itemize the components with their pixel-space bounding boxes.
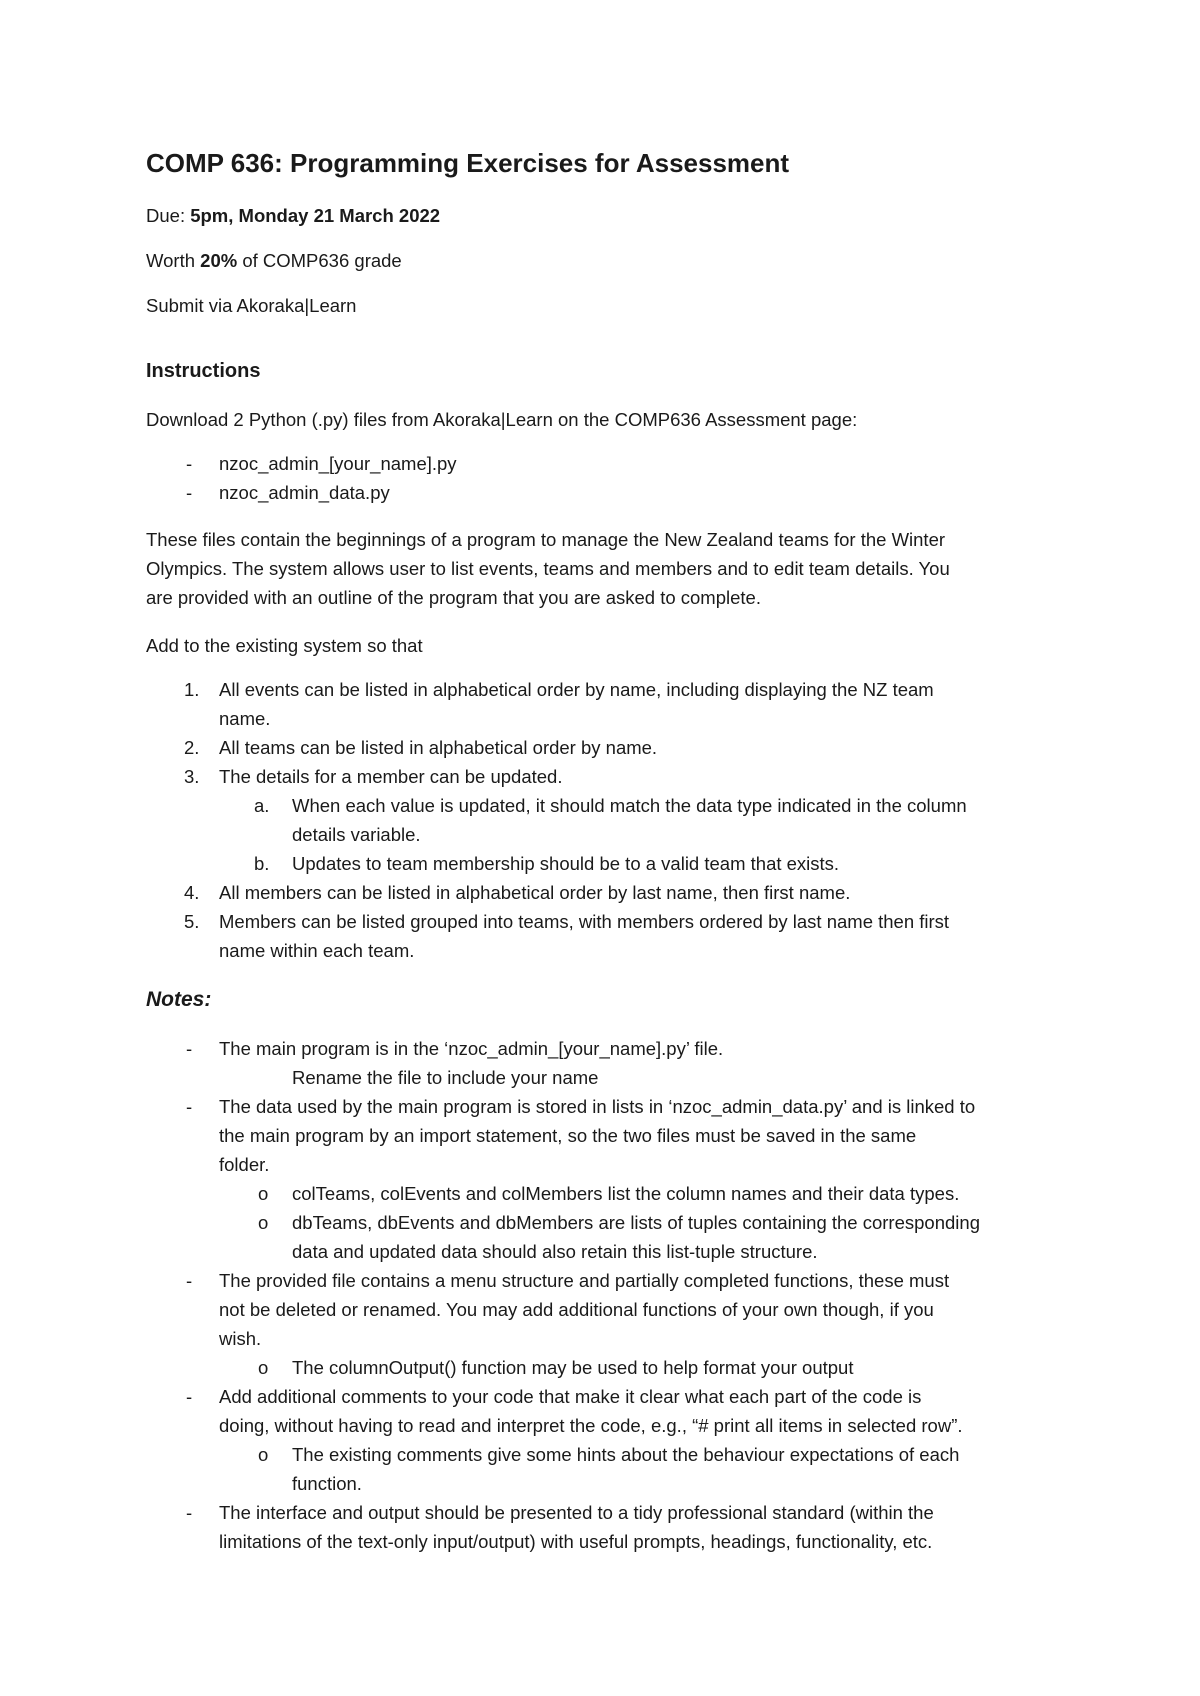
dash-marker: - bbox=[186, 1502, 193, 1523]
text-line: details variable. bbox=[292, 824, 421, 845]
note-subline bbox=[146, 1063, 1066, 1092]
note-bullet bbox=[146, 1440, 1066, 1498]
text-line: are provided with an outline of the program that you are asked to complete. bbox=[146, 587, 761, 608]
due-value: 5pm, Monday 21 March 2022 bbox=[190, 205, 441, 226]
list-item bbox=[146, 878, 1066, 907]
text-line: All teams can be listed in alphabetical order by name. bbox=[219, 737, 658, 758]
list-number: 3. bbox=[184, 766, 200, 787]
text-line: doing, without having to read and interpret the code, e.g., “# print all items in selected row”. bbox=[219, 1415, 963, 1436]
list-number: 2. bbox=[184, 737, 200, 758]
description-paragraph bbox=[146, 525, 1066, 612]
due-label: Due: bbox=[146, 205, 191, 226]
text-line: name. bbox=[219, 708, 271, 729]
page-title: COMP 636: Programming Exercises for Assessment bbox=[146, 148, 790, 178]
dash-marker: - bbox=[186, 1038, 193, 1059]
circle-bullet: o bbox=[258, 1444, 269, 1465]
note-item bbox=[146, 1266, 1066, 1353]
file-item bbox=[146, 478, 1066, 507]
text-line: data and updated data should also retain this list-tuple structure. bbox=[292, 1241, 818, 1262]
text-line: All events can be listed in alphabetical order by name, including displaying the NZ team bbox=[219, 679, 934, 700]
note-item bbox=[146, 1092, 1066, 1179]
text-line: The provided file contains a menu structure and partially completed functions, these must bbox=[219, 1270, 950, 1291]
note-bullet bbox=[146, 1179, 1066, 1208]
list-item bbox=[146, 762, 1066, 791]
text-line: dbTeams, dbEvents and dbMembers are lists of tuples containing the corresponding bbox=[292, 1212, 980, 1233]
add-intro: Add to the existing system so that bbox=[146, 635, 423, 656]
text-line: folder. bbox=[219, 1154, 270, 1175]
text-line: limitations of the text-only input/output) with useful prompts, headings, functionality, etc. bbox=[219, 1531, 933, 1552]
text-line: name within each team. bbox=[219, 940, 415, 961]
text-line: the main program by an import statement, so the two files must be saved in the same bbox=[219, 1125, 917, 1146]
text-line: These files contain the beginnings of a program to manage the New Zealand teams for the Winter bbox=[146, 529, 946, 550]
note-item bbox=[146, 1034, 1066, 1063]
list-number: 1. bbox=[184, 679, 200, 700]
dash-marker: - bbox=[186, 1096, 193, 1117]
notes-heading: Notes: bbox=[146, 988, 212, 1011]
file-item bbox=[146, 449, 1066, 478]
worth-prefix: Worth bbox=[146, 250, 201, 271]
file-name: nzoc_admin_[your_name].py bbox=[219, 453, 457, 474]
text-line: The details for a member can be updated. bbox=[219, 766, 563, 787]
dash-marker: - bbox=[186, 1270, 193, 1291]
circle-bullet: o bbox=[258, 1212, 269, 1233]
text-line: Rename the file to include your name bbox=[292, 1067, 599, 1088]
sub-list-item bbox=[146, 849, 1066, 878]
note-bullet bbox=[146, 1353, 1066, 1382]
list-letter: b. bbox=[254, 853, 270, 874]
list-item bbox=[146, 907, 1066, 965]
circle-bullet: o bbox=[258, 1357, 269, 1378]
text-line: When each value is updated, it should match the data type indicated in the column bbox=[292, 795, 967, 816]
circle-bullet: o bbox=[258, 1183, 269, 1204]
list-number: 5. bbox=[184, 911, 200, 932]
note-bullet bbox=[146, 1208, 1066, 1266]
text-line: function. bbox=[292, 1473, 362, 1494]
text-line: Updates to team membership should be to a valid team that exists. bbox=[292, 853, 840, 874]
text-line: not be deleted or renamed. You may add additional functions of your own though, if you bbox=[219, 1299, 934, 1320]
list-letter: a. bbox=[254, 795, 270, 816]
instructions-heading: Instructions bbox=[146, 360, 261, 382]
text-line: Olympics. The system allows user to list events, teams and members and to edit team details. You bbox=[146, 558, 950, 579]
dash-marker: - bbox=[186, 1386, 193, 1407]
list-item bbox=[146, 733, 1066, 762]
text-line: The existing comments give some hints about the behaviour expectations of each bbox=[292, 1444, 960, 1465]
text-line: The columnOutput() function may be used to help format your output bbox=[292, 1357, 854, 1378]
list-number: 4. bbox=[184, 882, 200, 903]
text-line: All members can be listed in alphabetical order by last name, then first name. bbox=[219, 882, 851, 903]
worth-value: 20% bbox=[200, 250, 238, 271]
note-item bbox=[146, 1382, 1066, 1440]
text-line: The main program is in the ‘nzoc_admin_[your_name].py’ file. bbox=[219, 1038, 724, 1059]
list-item bbox=[146, 675, 1066, 733]
sub-list-item bbox=[146, 791, 1066, 849]
download-intro: Download 2 Python (.py) files from Akoraka|Learn on the COMP636 Assessment page: bbox=[146, 409, 858, 430]
submit-line: Submit via Akoraka|Learn bbox=[146, 295, 357, 316]
dash-marker: - bbox=[186, 482, 193, 503]
worth-suffix: of COMP636 grade bbox=[237, 250, 402, 271]
text-line: The data used by the main program is stored in lists in ‘nzoc_admin_data.py’ and is linked to bbox=[219, 1096, 976, 1117]
file-name: nzoc_admin_data.py bbox=[219, 482, 390, 503]
note-item bbox=[146, 1498, 1066, 1556]
worth-line bbox=[146, 250, 402, 272]
text-line: The interface and output should be presented to a tidy professional standard (within the bbox=[219, 1502, 934, 1523]
due-line bbox=[146, 205, 440, 227]
text-line: colTeams, colEvents and colMembers list the column names and their data types. bbox=[292, 1183, 960, 1204]
dash-marker: - bbox=[186, 453, 193, 474]
text-line: Add additional comments to your code that make it clear what each part of the code is bbox=[219, 1386, 922, 1407]
text-line: Members can be listed grouped into teams, with members ordered by last name then first bbox=[219, 911, 950, 932]
text-line: wish. bbox=[219, 1328, 262, 1349]
